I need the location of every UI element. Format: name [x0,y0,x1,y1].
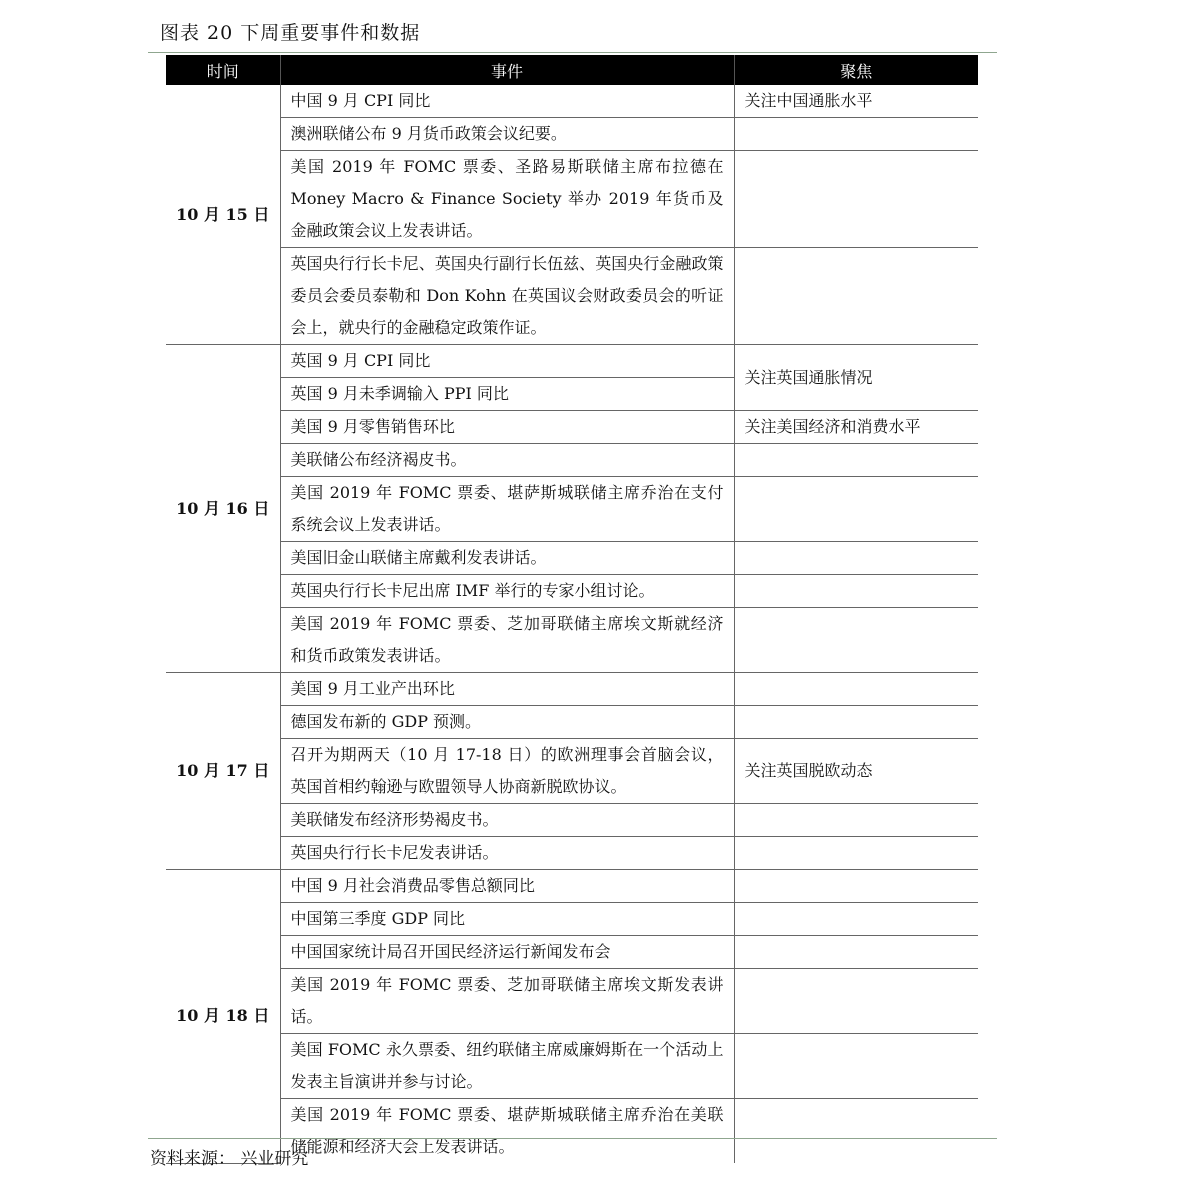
focus-cell [734,608,978,673]
bottom-rule [148,1138,997,1139]
table-body [166,85,978,1163]
table-row [166,673,978,706]
table-row [166,151,978,248]
event-cell: 中国 9 月 CPI 同比 [280,85,734,118]
table-row [166,608,978,673]
event-cell: 美联储公布经济褐皮书。 [280,444,734,477]
date-cell: 10 月 15 日 [166,85,280,345]
focus-cell [734,477,978,542]
table-row [166,477,978,542]
header-row [166,55,978,85]
event-cell: 美国 2019 年 FOMC 票委、堪萨斯城联储主席乔治在美联储能源和经济大会上发表讲话。 [280,1099,734,1164]
focus-cell [734,151,978,248]
event-cell: 英国央行行长卡尼发表讲话。 [280,837,734,870]
table-row [166,575,978,608]
event-cell: 美国 FOMC 永久票委、纽约联储主席威廉姆斯在一个活动上发表主旨演讲并参与讨论。 [280,1034,734,1099]
focus-cell [734,1099,978,1164]
header-event: 事件 [280,55,734,85]
focus-cell: 关注中国通胀水平 [734,85,978,118]
event-cell: 德国发布新的 GDP 预测。 [280,706,734,739]
header-time: 时间 [166,55,280,85]
event-cell: 美联储发布经济形势褐皮书。 [280,804,734,837]
event-cell: 英国 9 月 CPI 同比 [280,345,734,378]
date-cell: 10 月 17 日 [166,673,280,870]
table-row [166,248,978,345]
focus-cell [734,706,978,739]
focus-cell [734,118,978,151]
focus-cell [734,248,978,345]
focus-cell [734,837,978,870]
source-note: 资料来源： 兴业研究 [150,1149,309,1169]
event-cell: 英国央行行长卡尼、英国央行副行长伍兹、英国央行金融政策委员会委员泰勒和 Don Kohn 在英国议会财政委员会的听证会上，就央行的金融稳定政策作证。 [280,248,734,345]
table-row [166,739,978,804]
figure-caption: 图表 20 下周重要事件和数据 [160,22,421,44]
focus-cell [734,969,978,1034]
date-cell: 10 月 18 日 [166,870,280,1164]
table-row [166,411,978,444]
table-row [166,706,978,739]
table-row [166,837,978,870]
table-row [166,85,978,118]
focus-cell [734,936,978,969]
table-row [166,542,978,575]
header-focus: 聚焦 [734,55,978,85]
table-row [166,969,978,1034]
table-row [166,804,978,837]
event-cell: 美国 2019 年 FOMC 票委、芝加哥联储主席埃文斯就经济和货币政策发表讲话。 [280,608,734,673]
event-cell: 英国央行行长卡尼出席 IMF 举行的专家小组讨论。 [280,575,734,608]
focus-cell: 关注英国通胀情况 [734,345,978,411]
event-cell: 澳洲联储公布 9 月货币政策会议纪要。 [280,118,734,151]
table-row [166,936,978,969]
focus-cell [734,804,978,837]
table-row [166,345,978,378]
date-cell: 10 月 16 日 [166,345,280,673]
event-cell: 美国 9 月工业产出环比 [280,673,734,706]
events-table [166,55,978,1164]
event-cell: 美国 2019 年 FOMC 票委、芝加哥联储主席埃文斯发表讲话。 [280,969,734,1034]
table-row [166,1034,978,1099]
focus-cell [734,542,978,575]
table-row [166,118,978,151]
focus-cell [734,1034,978,1099]
event-cell: 美国 9 月零售销售环比 [280,411,734,444]
event-cell: 美国 2019 年 FOMC 票委、堪萨斯城联储主席乔治在支付系统会议上发表讲话。 [280,477,734,542]
event-cell: 中国第三季度 GDP 同比 [280,903,734,936]
event-cell: 中国 9 月社会消费品零售总额同比 [280,870,734,903]
focus-cell [734,870,978,903]
event-cell: 美国 2019 年 FOMC 票委、圣路易斯联储主席布拉德在 Money Macro & Finance Society 举办 2019 年货币及金融政策会议上发表讲话。 [280,151,734,248]
focus-cell: 关注英国脱欧动态 [734,739,978,804]
event-cell: 美国旧金山联储主席戴利发表讲话。 [280,542,734,575]
event-cell: 英国 9 月未季调输入 PPI 同比 [280,378,734,411]
focus-cell [734,444,978,477]
focus-cell [734,575,978,608]
table-row [166,903,978,936]
event-cell: 中国国家统计局召开国民经济运行新闻发布会 [280,936,734,969]
top-rule [148,52,997,53]
table-row [166,444,978,477]
table-row [166,870,978,903]
event-cell: 召开为期两天（10 月 17-18 日）的欧洲理事会首脑会议，英国首相约翰逊与欧盟领导人协商新脱欧协议。 [280,739,734,804]
focus-cell: 关注美国经济和消费水平 [734,411,978,444]
focus-cell [734,673,978,706]
focus-cell [734,903,978,936]
